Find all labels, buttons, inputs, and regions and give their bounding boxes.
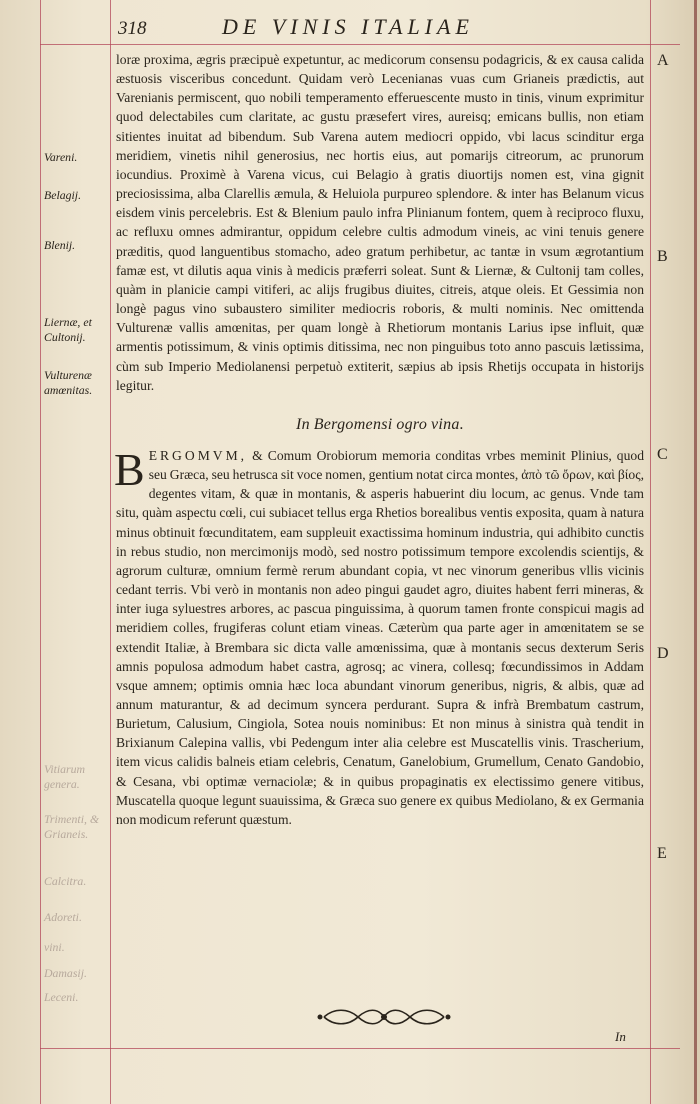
paragraph-como-region: loræ proxima, ægris præcipuè expetuntur, ac medicorum consensu podagricis, & ex causa calida æstuosis visceribus concedunt. Quidam verò Lecenianas vuas cum Grianeis prædictis, aut Varenianis permiscent, quo nobili temperamento efferuescente musto in tinis, vinum exprimitur quod delectabiles cum claritate, ac gustu præsefert vires, aureisq; emicans bullis, non etiam sitientes inuitat ad bibendum. Sub Varena autem mediocri oppido, vbi lacus scinditur erga meridiem, vinetis nihil generosius, nec hortis eius, aut pomarijs citreorum, ac prunorum iocundius. Proximè à Varena vicus, cui Belagio à gratis diuortijs nomen est, vina gignit preciosissima, alba Clarellis æmula, & Heluiola purpureo splendore. & inter has Belanum vicus eisdem vinis percelebris. Est & Blenium paulo infra Plinianum fontem, quem à reciproco fluxu, ac refluxu omnes admirantur, oppidum celebre cultis admodum vineis, ac vini tenuis genere præditis, quod languentibus stomacho, adeo gratum perhibetur, ac tantæ in vsum ægrotantium famæ est, vt dilutis aqua vinis à medicis præferri soleat. Sunt & Liernæ, & Cultonij tam colles, quàm in planicie campi vitiferi, ac alijs frugibus diuites, citreis, atque oleis. Et Gessimia non longè pagus vino subaustero similiter mediocris roboris, & multi nominis. Nec omittenda Vulturenæ vallis amœnitas, per quam longè à Rhetiorum montanis Larius ipse influit, quæ armentis potissimum, & vinis optimis ditissima, nec non pinguibus toto anno pascuis lætissima, cùm sub Imperio Mediolanensi perpetuò extiterit, sæpius ab ipsis Rhetijs occupata in historijs legitur. xyxy=(116,52,644,393)
section-heading: In Bergomensi ogro vina. xyxy=(295,415,465,433)
paragraph-bergamo-text: & Comum Orobiorum memoria conditas vrbes meminit Plinius, quod seu Græca, seu hetrusca sit voce nomen, gentium notat circa montes, ἀπὸ τῶ ὄρων, καὶ βίος, degentes vitam, & quæ in montanis, & asperis habuerint diu locum, ac genus. Vnde tam situ, quàm aspectu cœli, cui subiacet tellus erga Rhetios borealibus ventis exposita, quam à natura minus obtinuit fœcunditatem, eam suppleuit exactissima hominum industria, qui adhibito cunctis in rebus studio, non mercimonijs modò, sed nostro potissimum tempore excolendis scientijs, & agrorum culturæ, omnium fermè rerum abundant copia, vt nec vinorum generibus vllis vicinis cedant terris. Vbi verò in montanis non adeo pingui gaudet agro, diuites habent ferri mineras, & inter iuga syluestres arbores, ac pascua pinguissima, à quorum tamen fronte conspicui magis ad meridiem colles, frugiferas colunt etiam vineas. Cæterùm qua parte ager in amœnitatem se se extendit Italiæ, à Brembara sic dicta valle amœnissima, quæ à montanis secus dexterum Seris amnis populosa admodum habet castra, agrosq; ac vinera, collesq; fœcundissimos in Addam vsque amnem; optimis omnia hæc loca abundant vinorum generibus, nigris, & albis, quæ ad annum maturantur, & ad decimum syncera perdurant. Supra & infrà Brembatum castrum, Burietum, Calusium, Cingiola, Sotea nouis nominibus: Et non minus à sinistra quà tendit in Brixianum Calepina vallis, vbi Pedengum inter alia celebre est Muscatellis vinis. Trascherium, item vicus calidis balneis etiam celebris, Cenatum, Ganelobium, Grumellum, Cenato Gandobio, & Cesana, vbi optimæ vernaciolæ; & in quibus propaginatis ex electissimo genere vitibus, Muscatella quoque legunt suauissima, & Græca suo genere ex quibus Mediolano, & ex Germania non modicum referunt quæstum. xyxy=(116,447,644,827)
catchword: In xyxy=(615,1029,626,1044)
faded-margin-note: Adoreti. xyxy=(44,910,82,924)
page-header xyxy=(112,12,642,46)
section-letter-b: B xyxy=(657,248,668,265)
margin-note-liernae: Liernæ, et Cultonij. xyxy=(44,315,92,344)
section-letter-c: C xyxy=(657,446,668,463)
text-right-rule xyxy=(650,0,651,1104)
section-letter-d: D xyxy=(657,645,669,662)
faded-margin-note: vini. xyxy=(44,940,65,954)
margin-note-vulturenae: Vulturenæ amœnitas. xyxy=(44,368,93,397)
section-letter-a: A xyxy=(657,52,669,69)
ornament-icon xyxy=(314,1006,454,1028)
footer-rule xyxy=(40,1048,680,1049)
margin-note-vareni: Vareni. xyxy=(44,150,78,164)
faded-margin-note: Leceni. xyxy=(44,990,79,1004)
margin-note-blenij: Blenij. xyxy=(44,238,76,252)
faded-margin-note: Trimenti, & Grianeis. xyxy=(44,812,100,841)
initial-capital: B xyxy=(114,443,145,495)
main-text xyxy=(116,50,644,829)
first-word: ERGOMVM, xyxy=(148,447,248,463)
running-head: DE VINIS ITALIAE xyxy=(222,14,474,39)
left-margin-rule xyxy=(40,0,41,1104)
page-number: 318 xyxy=(118,18,147,39)
paragraph-bergamo xyxy=(114,443,644,829)
text-left-rule xyxy=(110,0,111,1104)
faded-margin-note: Vitiarum genera. xyxy=(44,762,86,791)
section-letter-e: E xyxy=(657,845,667,862)
faded-margin-note: Calcitra. xyxy=(44,874,87,888)
margin-note-belagij: Belagij. xyxy=(44,188,82,202)
binding-edge xyxy=(694,0,697,1104)
faded-margin-note: Damasij. xyxy=(44,966,87,980)
